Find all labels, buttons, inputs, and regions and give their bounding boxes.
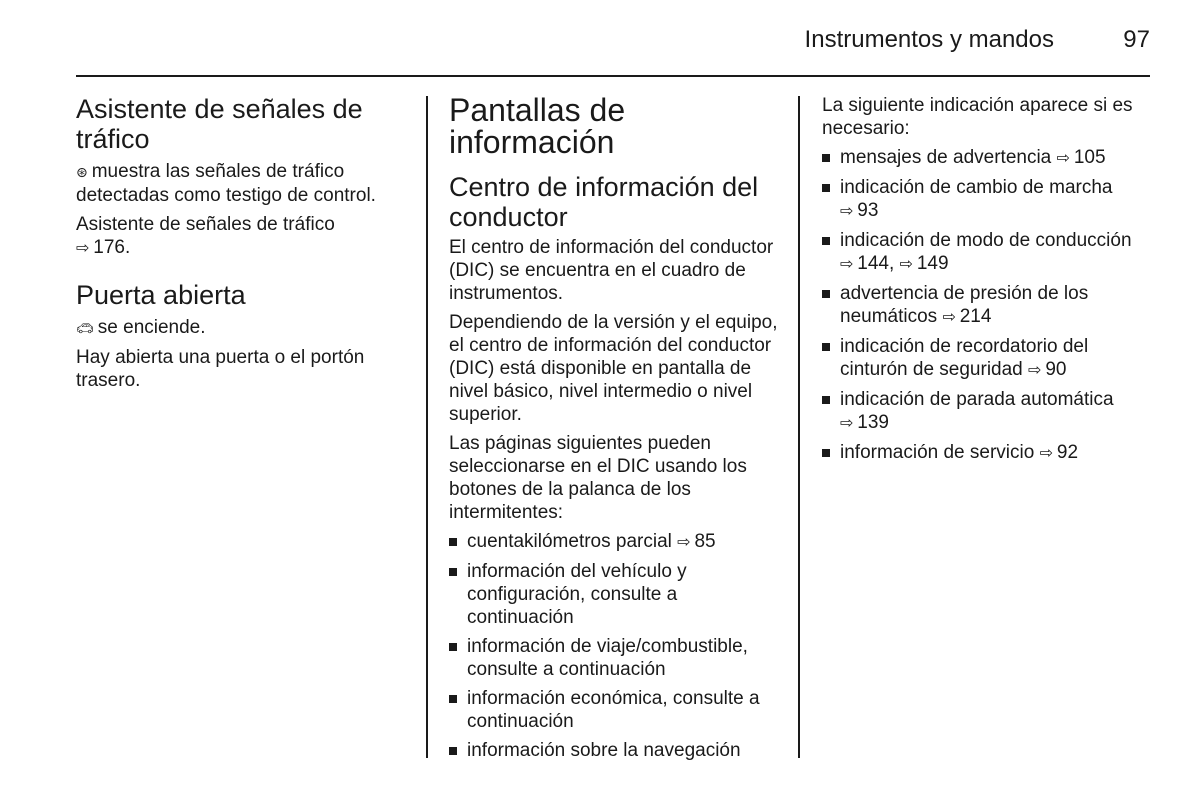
list-item bbox=[822, 335, 1152, 382]
paragraph-door-1 bbox=[76, 316, 406, 340]
list-item-text: información económica, consulte a continuación bbox=[467, 688, 760, 732]
heading-traffic-sign-assistant: Asistente de señales de tráfico bbox=[76, 94, 363, 154]
page-header bbox=[76, 24, 1150, 56]
page-ref[interactable]: 85 bbox=[694, 531, 716, 552]
list-item bbox=[449, 635, 779, 681]
bullet-icon bbox=[822, 184, 830, 192]
door-open-icon: 🚗︎ bbox=[76, 320, 94, 336]
bullet-icon bbox=[449, 643, 457, 651]
list-item-text: información sobre la navegación bbox=[467, 740, 741, 761]
list-item-text: advertencia de presión de los neumáticos bbox=[840, 283, 1089, 327]
traffic-page-ref[interactable]: 176. bbox=[93, 237, 131, 258]
column-1 bbox=[76, 94, 406, 398]
page-ref[interactable]: 144, bbox=[857, 253, 895, 274]
heading-door-open: Puerta abierta bbox=[76, 280, 246, 310]
bullet-icon bbox=[822, 290, 830, 298]
bullet-icon bbox=[822, 237, 830, 245]
section-title: Instrumentos y mandos bbox=[804, 26, 1054, 53]
arrow-reference-icon: ⇨ bbox=[677, 534, 691, 551]
page-ref[interactable]: 90 bbox=[1045, 359, 1067, 380]
list-item-text: mensajes de advertencia bbox=[840, 147, 1052, 168]
list-item-text: indicación de recordatorio del cinturón de seguridad bbox=[840, 336, 1089, 380]
list-item bbox=[449, 530, 779, 554]
traffic-sign-icon: ⊛ bbox=[76, 164, 88, 180]
arrow-reference-icon: ⇨ bbox=[1039, 445, 1053, 462]
list-item bbox=[822, 176, 1152, 223]
bullet-icon bbox=[449, 747, 457, 755]
arrow-reference-icon: ⇨ bbox=[840, 256, 854, 273]
arrow-reference-icon: ⇨ bbox=[1028, 362, 1042, 379]
paragraph-dic-2: Dependiendo de la versión y el equipo, el centro de información del conductor (DIC) está disponible en pantalla de nivel básico, nivel intermedio o nivel superior. bbox=[449, 312, 778, 425]
door-text-1: se enciende. bbox=[97, 317, 206, 338]
list-item bbox=[449, 739, 779, 762]
bullet-icon bbox=[822, 396, 830, 404]
list-item-text: indicación de modo de conducción bbox=[840, 230, 1132, 251]
bullet-icon bbox=[449, 695, 457, 703]
list-item-text: indicación de parada automática bbox=[840, 389, 1114, 410]
page-ref[interactable]: 93 bbox=[857, 200, 879, 221]
arrow-reference-icon: ⇨ bbox=[899, 256, 913, 273]
arrow-reference-icon: ⇨ bbox=[1056, 150, 1070, 167]
indication-list bbox=[822, 146, 1152, 465]
paragraph-intro: La siguiente indicación aparece si es necesario: bbox=[822, 95, 1133, 139]
page-ref[interactable]: 139 bbox=[857, 412, 889, 433]
header-rule bbox=[76, 75, 1150, 77]
paragraph-dic-3: Las páginas siguientes pueden seleccionarse en el DIC usando los botones de la palanca de los intermitentes: bbox=[449, 433, 747, 523]
arrow-reference-icon: ⇨ bbox=[840, 415, 854, 432]
list-item bbox=[449, 687, 779, 733]
list-item bbox=[822, 229, 1152, 276]
page-ref[interactable]: 92 bbox=[1056, 442, 1079, 463]
bullet-icon bbox=[449, 568, 457, 576]
page-number: 97 bbox=[1123, 26, 1150, 53]
page-ref[interactable]: 105 bbox=[1073, 147, 1106, 168]
column-2 bbox=[449, 94, 779, 768]
list-item-text: información de viaje/combustible, consulte a continuación bbox=[467, 636, 748, 680]
bullet-icon bbox=[822, 154, 830, 162]
list-item bbox=[449, 560, 779, 629]
column-divider-2 bbox=[798, 96, 800, 758]
dic-page-list bbox=[449, 530, 779, 762]
bullet-icon bbox=[449, 538, 457, 546]
heading-information-displays: Pantallas de información bbox=[449, 92, 626, 160]
page-ref[interactable]: 214 bbox=[959, 306, 992, 327]
traffic-text-1: muestra las señales de tráfico detectadas como testigo de control. bbox=[76, 161, 376, 206]
list-item-text: información de servicio bbox=[840, 442, 1035, 463]
column-divider-1 bbox=[426, 96, 428, 758]
paragraph-traffic-2 bbox=[76, 213, 406, 260]
paragraph-door-2: Hay abierta una puerta o el portón trasero. bbox=[76, 347, 365, 391]
list-item-text: indicación de cambio de marcha bbox=[840, 177, 1113, 198]
list-item bbox=[822, 282, 1152, 329]
bullet-icon bbox=[822, 449, 830, 457]
traffic-text-2: Asistente de señales de tráfico bbox=[76, 214, 335, 235]
arrow-reference-icon: ⇨ bbox=[76, 240, 90, 257]
column-3 bbox=[822, 94, 1152, 471]
list-item-text: cuentakilómetros parcial bbox=[467, 531, 672, 552]
bullet-icon bbox=[822, 343, 830, 351]
arrow-reference-icon: ⇨ bbox=[942, 309, 956, 326]
list-item-text: información del vehículo y configuración, consulte a continuación bbox=[467, 561, 687, 628]
paragraph-dic-1: El centro de información del conductor (DIC) se encuentra en el cuadro de instrumentos. bbox=[449, 237, 774, 304]
list-item bbox=[822, 146, 1152, 170]
list-item bbox=[822, 441, 1152, 465]
paragraph-traffic-1 bbox=[76, 160, 406, 207]
arrow-reference-icon: ⇨ bbox=[840, 203, 854, 220]
heading-driver-information-centre: Centro de información del conductor bbox=[449, 172, 759, 232]
list-item bbox=[822, 388, 1152, 435]
page-ref[interactable]: 149 bbox=[916, 253, 949, 274]
